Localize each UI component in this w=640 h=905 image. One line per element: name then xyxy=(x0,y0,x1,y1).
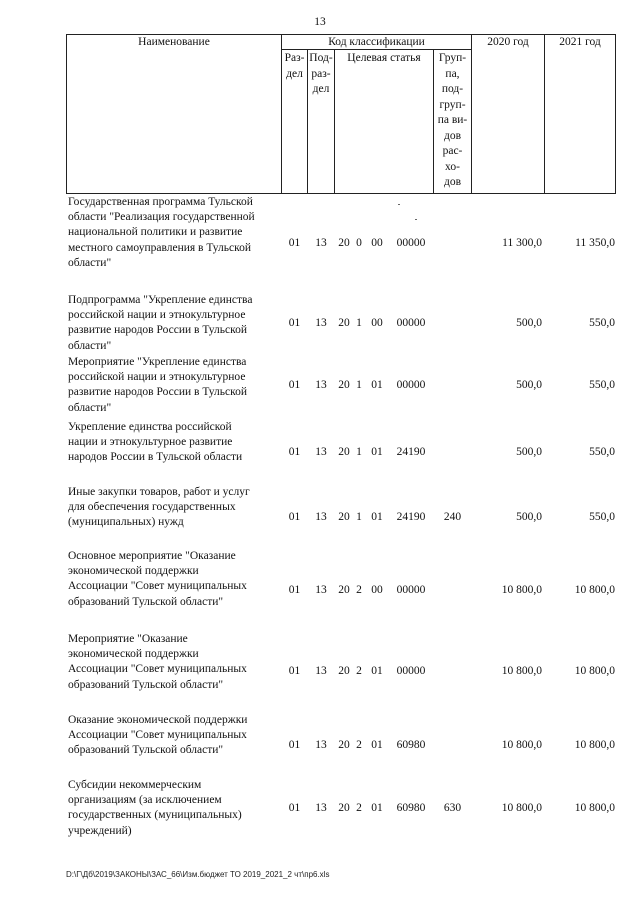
header-expense-group-line: па ви- xyxy=(437,114,468,126)
row-article-event: 00 xyxy=(371,317,383,329)
header-col-divider-subsection xyxy=(334,49,335,194)
row-article-direction: 00000 xyxy=(396,379,426,391)
header-year-2021: 2021 год xyxy=(559,36,601,48)
header-left-border xyxy=(66,34,67,194)
header-expense-group-line: дов xyxy=(443,129,462,142)
row-subsection: 13 xyxy=(315,379,327,391)
header-col-divider-group xyxy=(471,34,472,194)
header-subsection-line: раз- xyxy=(311,67,331,80)
header-classification: Код классификации xyxy=(328,36,425,48)
scan-speck xyxy=(398,204,400,205)
row-article-program: 20 xyxy=(338,317,350,329)
row-article-direction: 00000 xyxy=(396,584,426,596)
row-article-direction: 00000 xyxy=(396,665,426,677)
header-subsection-line: Под- xyxy=(309,52,333,64)
page-number: 13 xyxy=(314,16,326,28)
row-article-direction: 00000 xyxy=(396,237,426,249)
row-section: 01 xyxy=(288,665,301,677)
row-article-event: 01 xyxy=(371,802,383,814)
row-subsection: 13 xyxy=(315,511,327,523)
header-target-article: Целевая статья xyxy=(347,52,421,64)
row-value-2021: 10 800,0 xyxy=(574,665,615,677)
row-value-2020: 10 800,0 xyxy=(501,739,542,751)
row-name: Основное мероприятие "Оказание экономической поддержки Ассоциации "Совет муниципальных образований Тульской области" xyxy=(68,550,247,608)
row-article-event: 00 xyxy=(371,584,383,596)
row-value-2021: 10 800,0 xyxy=(574,739,615,751)
header-expense-group-line: рас- xyxy=(442,145,463,157)
header-expense-group-line: груп- xyxy=(439,98,466,111)
row-value-2021: 10 800,0 xyxy=(574,584,615,596)
header-subsection xyxy=(308,51,334,98)
row-article-subprogram: 2 xyxy=(356,802,362,814)
row-article-direction: 00000 xyxy=(396,317,426,329)
row-value-2021: 11 350,0 xyxy=(575,237,615,249)
row-value-2020: 10 800,0 xyxy=(501,584,542,596)
row-article-event: 01 xyxy=(371,665,383,677)
row-value-2021: 550,0 xyxy=(589,511,615,523)
row-article-subprogram: 1 xyxy=(356,511,362,523)
row-name: Подпрограмма "Укрепление единства российской нации и этнокультурное развитие народов России в Тульской области" xyxy=(68,294,253,352)
row-name: Укрепление единства российской нации и этнокультурное развитие народов России в Тульской области xyxy=(68,421,243,464)
row-article-event: 01 xyxy=(371,511,383,523)
row-value-2020: 500,0 xyxy=(516,317,542,329)
row-article-program: 20 xyxy=(338,379,350,391)
row-value-2021: 550,0 xyxy=(589,317,615,329)
row-section: 01 xyxy=(288,802,301,814)
header-expense-group-line: хо- xyxy=(445,160,460,173)
header-expense-group-line: под- xyxy=(441,83,464,95)
row-name: Мероприятие "Укрепление единства российской нации и этнокультурное развитие народов России в Тульской области" xyxy=(68,356,248,414)
row-article-program: 20 xyxy=(338,665,350,677)
row-article-event: 01 xyxy=(371,446,383,458)
row-section: 01 xyxy=(288,739,301,751)
row-value-2020: 500,0 xyxy=(516,379,542,391)
row-article-direction: 24190 xyxy=(396,511,426,523)
row-name: Государственная программа Тульской области "Реализация государственной национальной политики и развитие местного самоуправления в Тульской области" xyxy=(68,196,255,269)
row-subsection: 13 xyxy=(315,665,327,677)
row-article-subprogram: 1 xyxy=(356,446,362,458)
row-value-2020: 11 300,0 xyxy=(502,237,542,249)
row-section: 01 xyxy=(288,584,301,596)
row-article-subprogram: 2 xyxy=(356,665,362,677)
row-value-2020: 10 800,0 xyxy=(501,802,542,814)
header-expense-group-line: Груп- xyxy=(438,52,467,64)
row-article-direction: 24190 xyxy=(396,446,426,458)
row-article-program: 20 xyxy=(338,446,350,458)
row-section: 01 xyxy=(288,379,301,391)
row-value-2020: 500,0 xyxy=(516,446,542,458)
row-name: Субсидии некоммерческим организациям (за исключением государственных (муниципальных) учреждений) xyxy=(68,779,242,837)
header-subsection-line: дел xyxy=(312,83,330,95)
header-col-divider-2020 xyxy=(544,34,545,194)
row-section: 01 xyxy=(288,317,301,329)
row-article-subprogram: 1 xyxy=(356,379,362,391)
row-expense-group: 240 xyxy=(443,511,462,523)
row-article-subprogram: 1 xyxy=(356,317,362,329)
header-expense-group xyxy=(434,51,471,191)
file-path-footer: D:\Г\Дб\2019\ЗАКОНЫ\ЗАС_66\Изм.бюджет ТО 2019_2021_2 чт\пр6.xls xyxy=(66,870,330,879)
row-name: Оказание экономической поддержки Ассоциации "Совет муниципальных образований Тульской области" xyxy=(68,714,248,757)
header-name: Наименование xyxy=(138,36,210,48)
row-value-2021: 550,0 xyxy=(589,446,615,458)
row-value-2021: 550,0 xyxy=(589,379,615,391)
row-name: Иные закупки товаров, работ и услуг для обеспечения государственных (муниципальных) нужд xyxy=(68,486,250,529)
row-subsection: 13 xyxy=(315,739,327,751)
row-subsection: 13 xyxy=(315,317,327,329)
row-article-event: 01 xyxy=(371,379,383,391)
row-article-subprogram: 2 xyxy=(356,584,362,596)
row-subsection: 13 xyxy=(315,446,327,458)
row-article-program: 20 xyxy=(338,237,350,249)
row-article-program: 20 xyxy=(338,511,350,523)
row-article-subprogram: 0 xyxy=(356,237,362,249)
row-subsection: 13 xyxy=(315,802,327,814)
row-value-2020: 500,0 xyxy=(516,511,542,523)
row-section: 01 xyxy=(288,511,301,523)
scan-speck xyxy=(415,219,417,220)
header-section-line: дел xyxy=(286,67,303,80)
row-article-program: 20 xyxy=(338,584,350,596)
row-article-direction: 60980 xyxy=(396,802,426,814)
header-bottom-border xyxy=(66,193,616,194)
row-expense-group: 630 xyxy=(443,802,462,814)
row-article-program: 20 xyxy=(338,802,350,814)
header-right-border xyxy=(615,34,616,194)
header-expense-group-line: дов xyxy=(443,176,462,188)
header-year-2020: 2020 год xyxy=(487,36,529,48)
row-subsection: 13 xyxy=(315,584,327,596)
row-article-subprogram: 2 xyxy=(356,739,362,751)
row-section: 01 xyxy=(288,446,301,458)
row-article-event: 00 xyxy=(371,237,383,249)
row-section: 01 xyxy=(288,237,301,249)
row-value-2021: 10 800,0 xyxy=(574,802,615,814)
row-article-event: 01 xyxy=(371,739,383,751)
row-article-direction: 60980 xyxy=(396,739,426,751)
row-value-2020: 10 800,0 xyxy=(501,665,542,677)
row-name: Мероприятие "Оказание экономической поддержки Ассоциации "Совет муниципальных образований Тульской области" xyxy=(68,633,247,691)
header-section-line: Раз- xyxy=(284,52,305,64)
row-article-program: 20 xyxy=(338,739,350,751)
header-expense-group-line: па, xyxy=(445,67,460,80)
header-section xyxy=(282,51,307,82)
row-subsection: 13 xyxy=(315,237,327,249)
